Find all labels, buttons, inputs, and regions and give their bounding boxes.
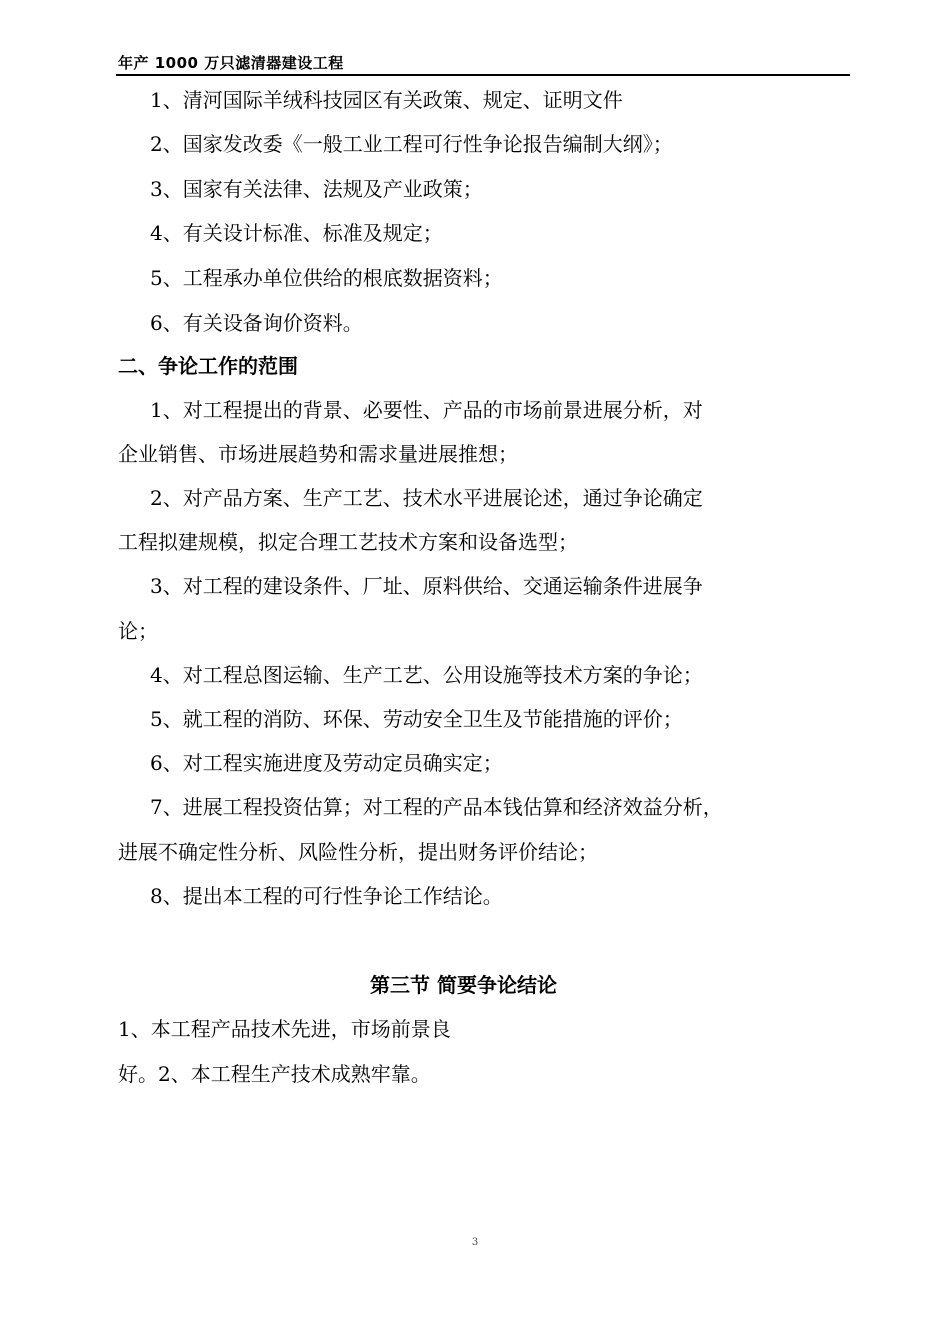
basis-item-1: 1、清河国际羊绒科技园区有关政策、规定、证明文件 <box>150 88 623 112</box>
section2-line-2: 企业销售、市场进展趋势和需求量进展推想； <box>118 442 518 466</box>
section2-line-5: 3、对工程的建设条件、厂址、原料供给、交通运输条件进展争 <box>150 574 703 598</box>
section2-line-11: 进展不确定性分析、风险性分析，提出财务评价结论； <box>118 840 598 864</box>
basis-item-2: 2、国家发改委《一般工业工程可行性争论报告编制大纲》； <box>150 132 673 156</box>
section3-line-2: 好。2、本工程生产技术成熟牢靠。 <box>118 1062 431 1086</box>
basis-item-5: 5、工程承办单位供给的根底数据资料； <box>150 266 503 290</box>
basis-item-4: 4、有关设计标准、标准及规定； <box>150 221 443 245</box>
section3-line-1: 1、本工程产品技术先进，市场前景良 <box>118 1017 451 1041</box>
section2-line-12: 8、提出本工程的可行性争论工作结论。 <box>150 884 503 908</box>
page-number: 3 <box>471 1237 479 1248</box>
section2-line-4: 工程拟建规模，拟定合理工艺技术方案和设备选型； <box>118 530 578 554</box>
section3-heading: 第三节 简要争论结论 <box>370 973 557 997</box>
section2-line-1: 1、对工程提出的背景、必要性、产品的市场前景进展分析，对 <box>150 398 703 422</box>
section2-line-3: 2、对产品方案、生产工艺、技术水平进展论述，通过争论确定 <box>150 486 703 510</box>
basis-item-3: 3、国家有关法律、法规及产业政策； <box>150 177 483 201</box>
section2-line-6: 论； <box>118 619 158 643</box>
header-rule <box>116 74 850 76</box>
header-title: 年产 1000 万只滤清器建设工程 <box>118 54 344 72</box>
basis-item-6: 6、有关设备询价资料。 <box>150 311 363 335</box>
section2-line-7: 4、对工程总图运输、生产工艺、公用设施等技术方案的争论； <box>150 663 703 687</box>
section2-line-9: 6、对工程实施进度及劳动定员确实定； <box>150 751 503 775</box>
section2-line-10: 7、进展工程投资估算；对工程的产品本钱估算和经济效益分析， <box>150 795 723 819</box>
section2-heading: 二、争论工作的范围 <box>118 354 298 378</box>
section2-line-8: 5、就工程的消防、环保、劳动安全卫生及节能措施的评价； <box>150 707 683 731</box>
